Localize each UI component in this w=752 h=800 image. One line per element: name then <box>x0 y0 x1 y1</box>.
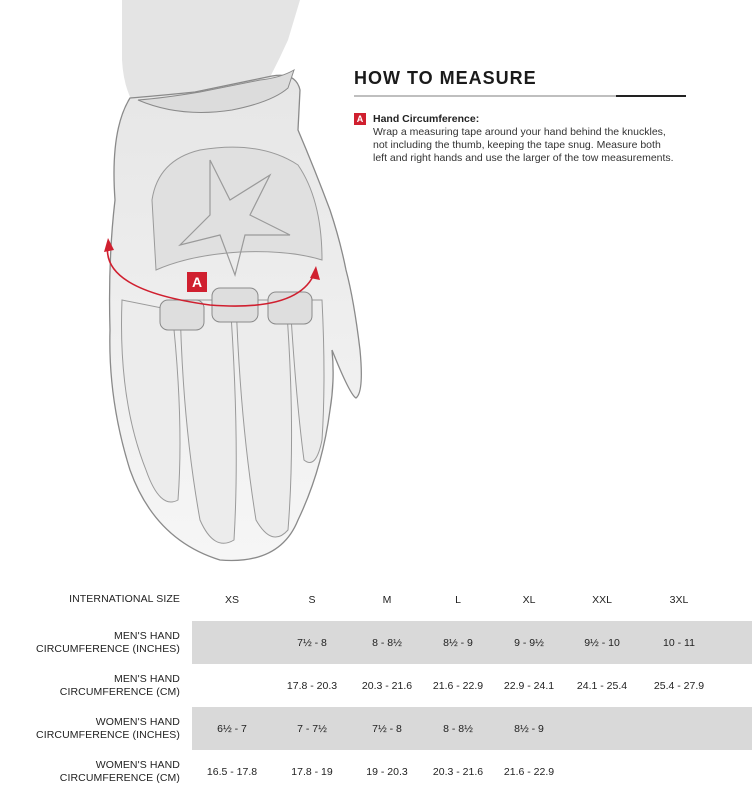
size-m: M <box>382 593 392 606</box>
row-label: WOMEN'S HAND CIRCUMFERENCE (INCHES) <box>36 715 180 741</box>
badge-a: A <box>354 113 366 125</box>
table-cell: 6½ - 7 <box>192 707 272 750</box>
instruction-line: left and right hands and use the larger of the tow measurements. <box>373 152 674 164</box>
table-cell: 20.3 - 21.6 <box>361 679 413 692</box>
table-cell: 24.1 - 25.4 <box>576 679 628 692</box>
table-cell <box>192 664 272 707</box>
header-label: INTERNATIONAL SIZE <box>69 593 180 605</box>
table-cell: 7½ - 8 <box>352 707 422 750</box>
table-row <box>0 750 752 793</box>
section-title: HOW TO MEASURE <box>354 68 537 88</box>
table-cell: 21.6 - 22.9 <box>432 679 484 692</box>
table-cell: 8 - 8½ <box>352 621 422 664</box>
instruction-line: Wrap a measuring tape around your hand behind the knuckles, <box>373 126 666 138</box>
table-cell: 7 - 7½ <box>272 707 352 750</box>
size-xs: XS <box>224 593 239 606</box>
table-row <box>0 621 752 664</box>
size-3xl: 3XL <box>669 593 689 606</box>
table-cell: 25.4 - 27.9 <box>653 679 705 692</box>
table-cell: 9½ - 10 <box>564 621 640 664</box>
instruction-line: not including the thumb, keeping the tape snug. Measure both <box>373 139 661 151</box>
size-header-row <box>0 578 752 621</box>
how-to-measure-section <box>354 68 686 165</box>
table-cell: 8½ - 9 <box>494 707 564 750</box>
knuckle-panel <box>152 147 322 270</box>
size-chart-table <box>0 578 752 793</box>
table-cell: 19 - 20.3 <box>366 765 408 778</box>
table-cell <box>564 707 640 750</box>
table-cell: 16.5 - 17.8 <box>206 765 258 778</box>
table-cell: 17.8 - 20.3 <box>286 679 338 692</box>
row-label: WOMEN'S HAND CIRCUMFERENCE (CM) <box>59 758 180 784</box>
table-cell: 21.6 - 22.9 <box>503 765 555 778</box>
heading-text: Hand Circumference: <box>373 113 480 125</box>
table-cell: 22.9 - 24.1 <box>503 679 555 692</box>
title-divider <box>354 95 686 97</box>
table-row <box>0 707 752 750</box>
table-cell: 10 - 11 <box>640 621 718 664</box>
table-cell <box>192 621 272 664</box>
table-cell: 8½ - 9 <box>422 621 494 664</box>
size-xxl: XXL <box>592 593 612 606</box>
row-label: MEN'S HAND CIRCUMFERENCE (INCHES) <box>36 629 180 655</box>
table-cell: 8 - 8½ <box>422 707 494 750</box>
table-cell: 9 - 9½ <box>494 621 564 664</box>
knuckle-guard <box>160 300 204 330</box>
table-cell: 7½ - 8 <box>272 621 352 664</box>
hand-circumference-heading <box>354 113 686 125</box>
table-cell: 20.3 - 21.6 <box>432 765 484 778</box>
row-label: MEN'S HAND CIRCUMFERENCE (CM) <box>59 672 180 698</box>
table-row <box>0 664 752 707</box>
size-xl: XL <box>522 593 536 606</box>
table-cell <box>564 750 640 793</box>
glove-illustration <box>60 0 380 575</box>
table-cell <box>640 750 718 793</box>
size-l: L <box>455 593 461 606</box>
marker-a-label: A <box>191 274 203 290</box>
size-s: S <box>308 593 316 606</box>
table-cell <box>640 707 718 750</box>
instructions <box>373 126 686 165</box>
table-cell: 17.8 - 19 <box>291 765 333 778</box>
